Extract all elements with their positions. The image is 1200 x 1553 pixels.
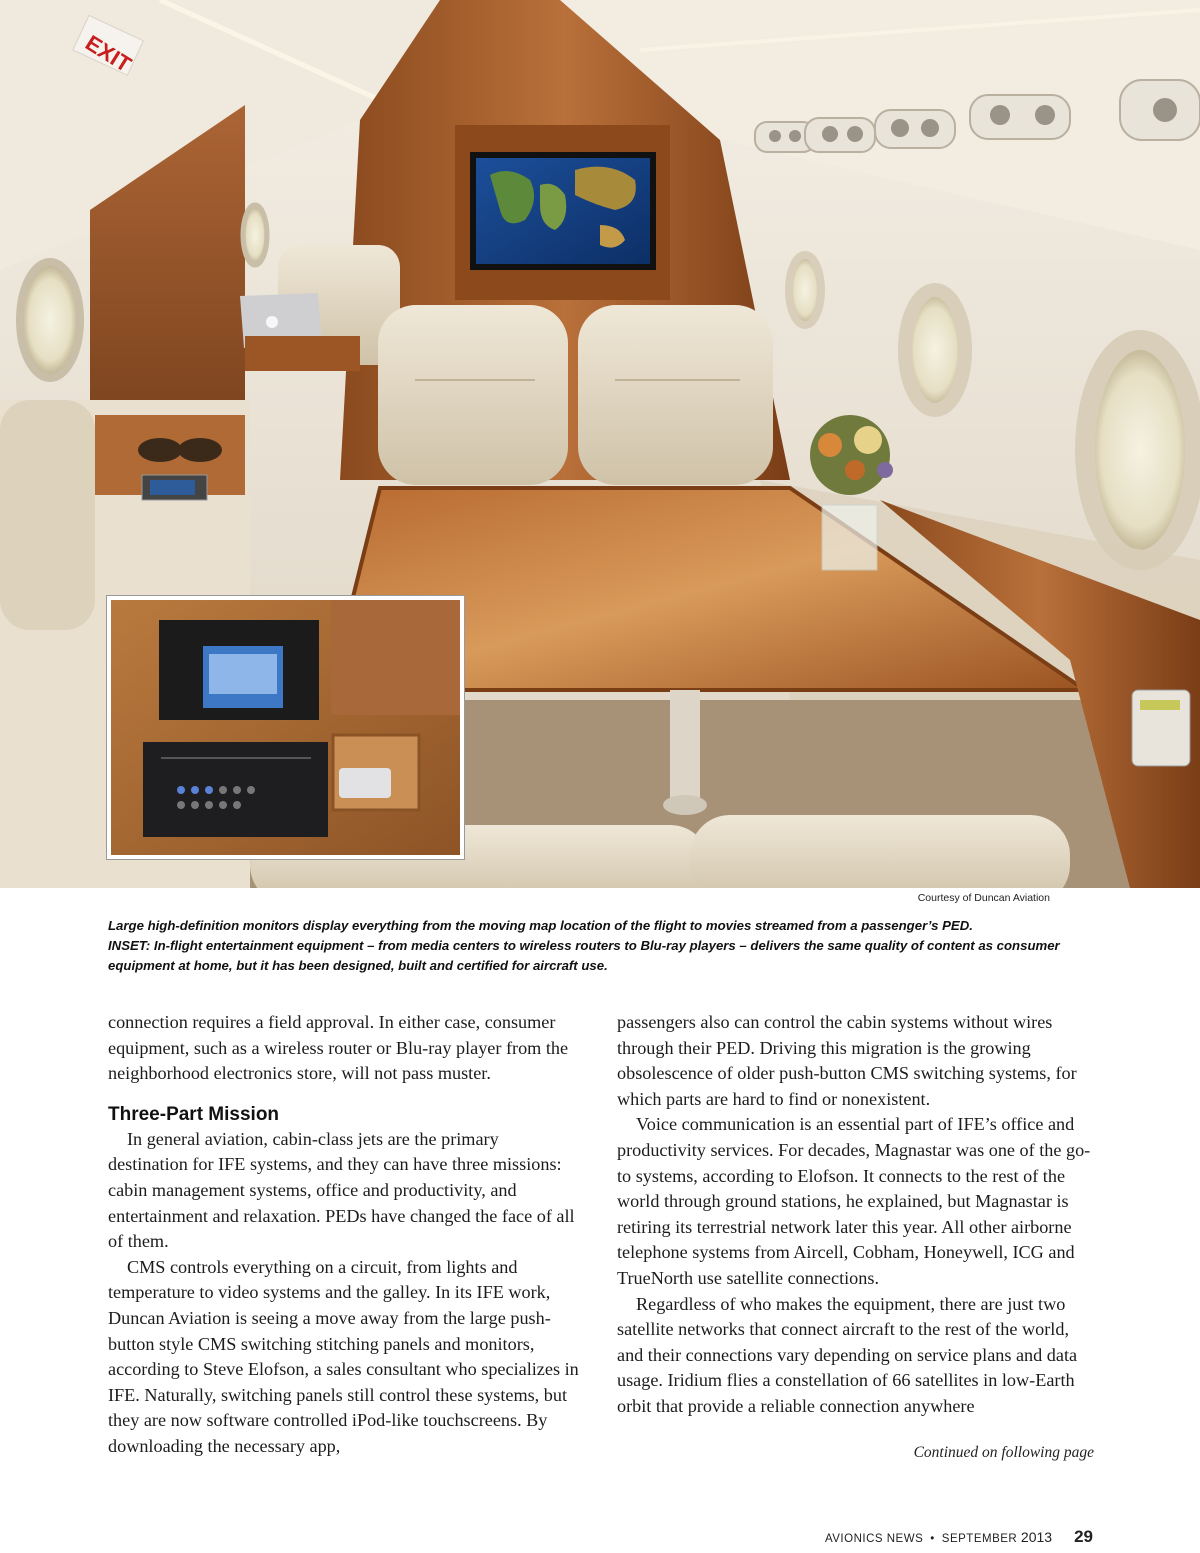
footer-separator: • bbox=[930, 1533, 935, 1545]
paragraph: Regardless of who makes the equipment, there are just two satellite networks that connect aircraft to the rest of the world, and their connections vary depending on service plans and data usage. Iridium flies a constellation of 66 satellites in low-Earth orbit that provide a reliable connection anywhere bbox=[617, 1293, 1078, 1416]
page-number: 29 bbox=[1074, 1527, 1093, 1546]
article-column-right bbox=[617, 1010, 1097, 1420]
caption-line-1: Large high-definition monitors display everything from the moving map location of the flight to movies streamed from a passenger’s PED. bbox=[108, 918, 973, 933]
issue-month: SEPTEMBER bbox=[941, 1533, 1018, 1545]
article-column-left bbox=[108, 1010, 583, 1460]
paragraph: Voice communication is an essential part of IFE’s office and productivity services. For decades, Magnastar was one of the go-to systems, according to Elofson. It connects to the rest of the world through ground stations, he explained, but Magnastar is retiring its terrestrial network later this year. All other airborne telephone systems from Aircell, Cobham, Honeywell, ICG and TrueNorth use satellite connections. bbox=[617, 1114, 1091, 1288]
photo-credit: Courtesy of Duncan Aviation bbox=[917, 892, 1050, 904]
page-footer bbox=[760, 1527, 1093, 1547]
inset-photo bbox=[107, 596, 464, 859]
publication-name: AVIONICS NEWS bbox=[824, 1533, 924, 1545]
paragraph: connection requires a field approval. In either case, consumer equipment, such as a wireless router or Blu-ray player from the neighborhood electronics store, will not pass muster. bbox=[108, 1012, 569, 1084]
section-heading: Three-Part Mission bbox=[108, 1103, 280, 1125]
exit-sign: EXIT bbox=[81, 30, 136, 78]
paragraph: In general aviation, cabin-class jets are the primary destination for IFE systems, and they can have three missions: cabin management systems, office and productivity, and entertainment and relaxation. PEDs have changed the face of all of them. bbox=[108, 1128, 575, 1252]
paragraph: passengers also can control the cabin systems without wires through their PED. Driving this migration is the growing obsolescence of older push-button CMS switching systems, for which parts are hard to find or nonexistent. bbox=[617, 1012, 1077, 1109]
inset-illustration bbox=[111, 600, 460, 855]
caption-line-2: INSET: In-flight entertainment equipment – from media centers to wireless routers to Blu-ray players – delivers the same quality of content as consumer equipment at home, but it has been designed, built and certified for aircraft use. bbox=[108, 938, 1060, 973]
paragraph: CMS controls everything on a circuit, from lights and temperature to video systems and the galley. In its IFE work, Duncan Aviation is seeing a move away from the large push-button style CMS switching stitching panels and monitors, according to Steve Elofson, a sales consultant who specializes in IFE. Naturally, switching panels still control these systems, but they are now software controlled iPod-like touchscreens. By downloading the necessary app, bbox=[108, 1256, 579, 1456]
issue-year: 2013 bbox=[1020, 1529, 1053, 1545]
continued-notice: Continued on following page bbox=[913, 1444, 1094, 1461]
photo-caption bbox=[108, 916, 1098, 976]
